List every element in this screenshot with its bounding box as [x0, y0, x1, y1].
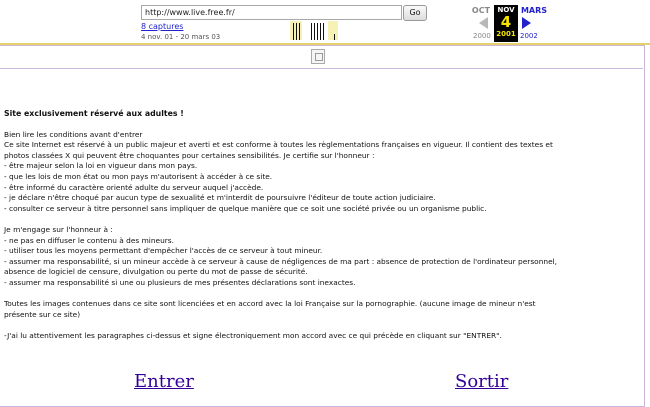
- enter-link[interactable]: Entrer: [134, 371, 194, 392]
- sparkline-bar: [320, 23, 321, 40]
- page-title: Site exclusivement réservé aux adultes !: [4, 109, 184, 118]
- sparkline-bar: [314, 23, 315, 40]
- agreement-notice: [4, 331, 634, 342]
- go-button[interactable]: Go: [403, 5, 427, 21]
- exit-link[interactable]: Sortir: [455, 371, 509, 392]
- sparkline-bar: [299, 23, 300, 40]
- prev-capture-arrow-icon[interactable]: [479, 17, 488, 29]
- images-notice: [4, 299, 634, 320]
- current-capture-date: [494, 5, 518, 42]
- current-year: 2001: [496, 30, 516, 38]
- current-day: 4: [500, 13, 512, 31]
- sparkline-year-highlight: [328, 21, 338, 40]
- captures-link[interactable]: 8 captures: [141, 22, 184, 31]
- text-line: Ce site Internet est réservé à un public majeur et averti et est conforme à toutes les règlementations françaises en vigueur. Il contient des textes et: [4, 140, 553, 150]
- sparkline-bar: [311, 23, 312, 40]
- sparkline-bar: [296, 23, 297, 40]
- text-line: -J'ai lu attentivement les paragraphes ci-dessus et signe électroniquement mon accord avec ce qui précède en cliquant sur "ENTRER".: [4, 330, 502, 340]
- text-line: - que les lois de mon état ou mon pays m'autorisent à accéder à ce site.: [4, 171, 273, 181]
- sparkline-bar: [334, 34, 335, 40]
- text-line: - assumer ma responsabilité si une ou plusieurs de mes présentes déclarations sont inexactes.: [4, 277, 356, 287]
- text-line: - consulter ce serveur à titre personnel sans impliquer de quelque manière que ce soit une société privée ou un organisme public.: [4, 203, 487, 213]
- text-line: - être informé du caractère orienté adulte du serveur auquel j'accède.: [4, 182, 264, 192]
- commitments-block: [4, 225, 634, 289]
- text-line: présente sur ce site): [4, 309, 81, 319]
- wayback-toolbar: [0, 0, 650, 44]
- text-line: - je déclare n'être choqué par aucun type de sexualité et m'interdit de poursuivre l'éditeur de toute action judiciaire.: [4, 193, 436, 203]
- text-line: - assumer ma responsabilité, si un mineur accède à ce serveur à cause de négligences de ma part : absence de protection de l'ordinateur personnel,: [4, 256, 558, 266]
- text-line: - être majeur selon la loi en vigueur dans mon pays.: [4, 161, 198, 171]
- sparkline-bar: [293, 23, 294, 40]
- text-line: - ne pas en diffuser le contenu à des mineurs.: [4, 235, 175, 245]
- capture-range: 4 nov. 01 - 20 mars 03: [141, 33, 221, 41]
- next-year-label[interactable]: 2002: [520, 32, 538, 40]
- next-capture-arrow-icon[interactable]: [522, 17, 531, 29]
- disclaimer-content: [4, 109, 634, 341]
- text-line: - utiliser tous les moyens permettant d'empêcher l'accès de ce serveur à tout mineur.: [4, 246, 323, 256]
- capture-sparkline[interactable]: [290, 21, 440, 40]
- prev-month-label[interactable]: OCT: [471, 6, 491, 15]
- next-month-label[interactable]: MARS: [520, 6, 548, 15]
- text-line: Je m'engage sur l'honneur à :: [4, 224, 113, 234]
- broken-image-icon: [311, 49, 325, 64]
- intro-line: Bien lire les conditions avant d'entrer: [4, 129, 143, 139]
- text-line: Toutes les images contenues dans ce site sont licenciées et en accord avec la loi Française sur la pornographie. (aucune image de mineur n'est: [4, 299, 536, 309]
- sparkline-bar: [317, 23, 318, 40]
- prev-year-label[interactable]: 2000: [473, 32, 491, 40]
- text-line: absence de logiciel de censure, divulgation ou perte du mot de passe de sécurité.: [4, 267, 308, 277]
- conditions-block: [4, 140, 634, 214]
- url-input[interactable]: http://www.live.free.fr/: [141, 5, 402, 20]
- current-month: NOV: [497, 6, 515, 14]
- sparkline-bar: [323, 23, 324, 40]
- text-line: photos classées X qui peuvent être choquantes pour certaines sensibilités. Je certifie sur l'honneur :: [4, 150, 375, 160]
- header-divider: [0, 68, 643, 69]
